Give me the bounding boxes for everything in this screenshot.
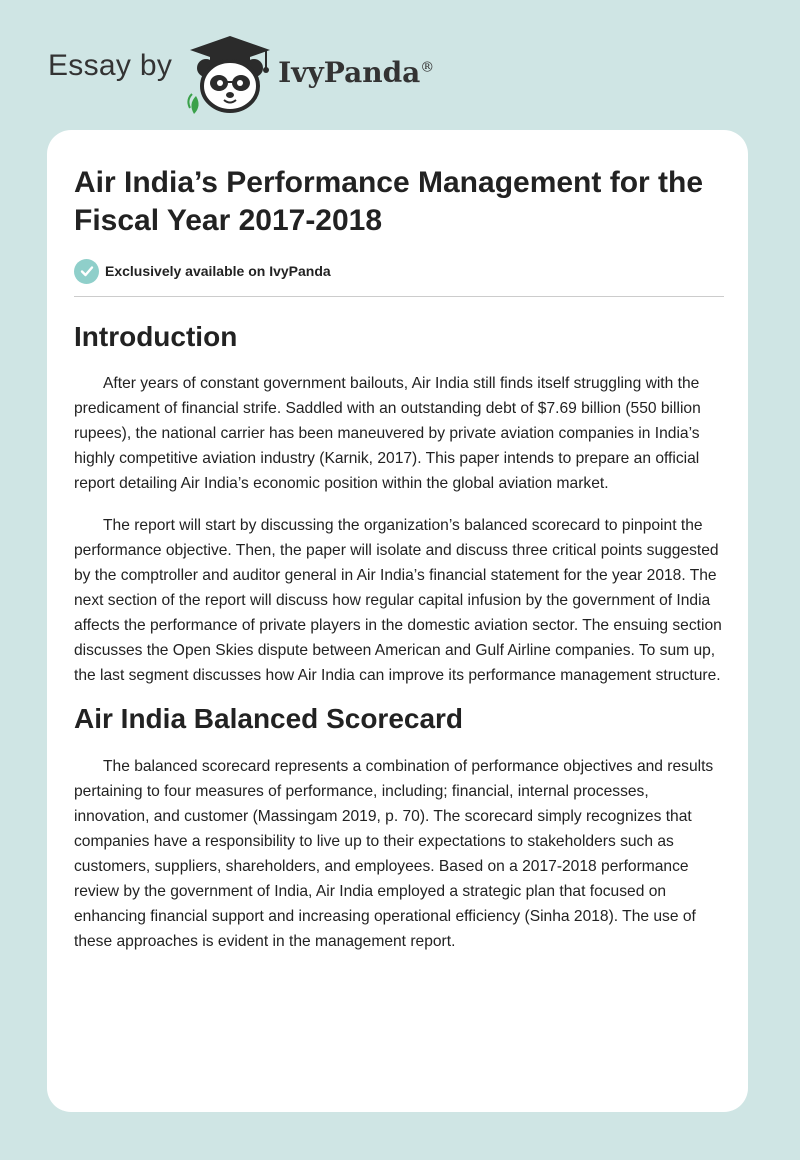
essay-by-label: Essay by: [48, 49, 173, 82]
panda-graduate-icon[interactable]: [186, 34, 274, 114]
paragraph: The balanced scorecard represents a combination of performance objectives and results pertaining to four measures of performance, including; financial, internal processes, innovation, and customer (Massingam 2019, p. 70). The scorecard simply recognizes that companies have a responsibility to live up to their expectations to stakeholders such as customers, suppliers, shareholders, and employees. Based on a 2017-2018 performance review by the government of India, Air India employed a strategic plan that focused on enhancing financial support and increasing operational efficiency (Sinha 2018). The use of these approaches is evident in the management report.: [74, 758, 714, 950]
exclusive-badge: [74, 258, 724, 284]
divider: [74, 296, 724, 297]
check-circle-icon: [74, 259, 99, 284]
exclusive-badge-text: Exclusively available on IvyPanda: [105, 263, 331, 279]
article-title: Air India’s Performance Management for the Fiscal Year 2017-2018: [74, 166, 704, 237]
registered-mark: ®: [420, 59, 435, 76]
paragraph: The report will start by discussing the organization’s balanced scorecard to pinpoint the performance objective. Then, the paper will isolate and discuss three critical points suggested by the comptroller and auditor general in Air India’s financial statement for the year 2018. The next section of the report will discuss how regular capital infusion by the government of India affects the performance of private players in the domestic aviation sector. The ensuing section discusses the Open Skies dispute between American and Gulf Airline companies. To sum up, the last segment discusses how Air India can improve its performance management structure.: [74, 517, 722, 684]
section-heading-balanced-scorecard: Air India Balanced Scorecard: [74, 703, 464, 734]
brand-name[interactable]: IvyPanda®: [278, 55, 435, 89]
section-heading-introduction: Introduction: [74, 321, 238, 352]
article-card: [47, 130, 748, 1112]
paragraph: After years of constant government bailouts, Air India still finds itself struggling with the predicament of financial strife. Saddled with an outstanding debt of $7.69 billion (550 billion rupees), the national carrier has been maneuvered by private aviation companies in India’s highly competitive aviation industry (Karnik, 2017). This paper intends to prepare an official report detailing Air India’s economic position within the global aviation market.: [74, 375, 701, 492]
site-header: [48, 34, 434, 114]
